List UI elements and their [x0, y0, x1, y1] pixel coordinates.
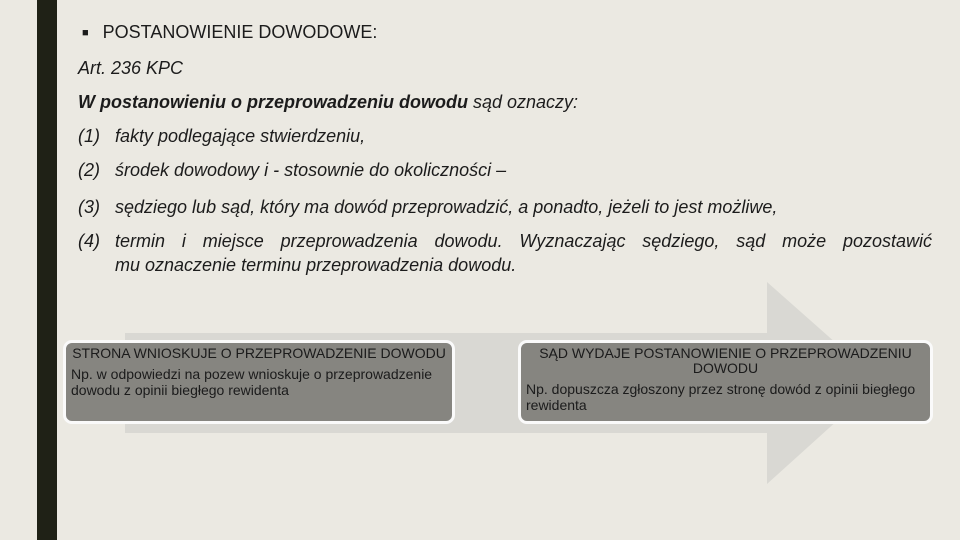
square-bullet-icon: ■ — [82, 27, 89, 39]
intro-rest: sąd oznaczy: — [467, 92, 579, 112]
step-1-title: STRONA WNIOSKUJE O PRZEPROWADZENIE DOWODU — [72, 345, 446, 361]
step-2-body: Np. dopuszcza zgłoszony przez stronę dowód z opinii biegłego rewidenta — [526, 381, 916, 413]
list-item-text: termin i miejsce przeprowadzenia dowodu. Wyznaczając sędziego, sąd może pozostawić — [115, 231, 932, 251]
process-step-2 — [518, 340, 933, 424]
article-reference: Art. 236 KPC — [78, 58, 184, 78]
step-1-body: Np. w odpowiedzi na pozew wnioskuje o przeprowadzenie dowodu z opinii biegłego rewidenta — [71, 366, 433, 398]
list-item-4-continuation: mu oznaczenie terminu przeprowadzenia dowodu. — [115, 255, 517, 275]
step-2-title: SĄD WYDAJE POSTANOWIENIE O PRZEPROWADZENIU DOWODU — [539, 345, 912, 376]
list-item-number: (1) — [78, 126, 100, 146]
list-item-number: (4) — [78, 231, 100, 251]
process-step-1 — [63, 340, 455, 424]
list-item-text: sędziego lub sąd, który ma dowód przeprowadzić, a ponadto, jeżeli to jest możliwe, — [115, 197, 778, 217]
list-item-number: (3) — [78, 197, 100, 217]
list-item-text: fakty podlegające stwierdzeniu, — [115, 126, 366, 146]
intro-bold: W postanowieniu o przeprowadzeniu dowodu — [78, 92, 468, 112]
list-item-text: środek dowodowy i - stosownie do okoliczności – — [115, 160, 507, 180]
heading-title: POSTANOWIENIE DOWODOWE: — [102, 22, 378, 42]
list-item-number: (2) — [78, 160, 100, 180]
